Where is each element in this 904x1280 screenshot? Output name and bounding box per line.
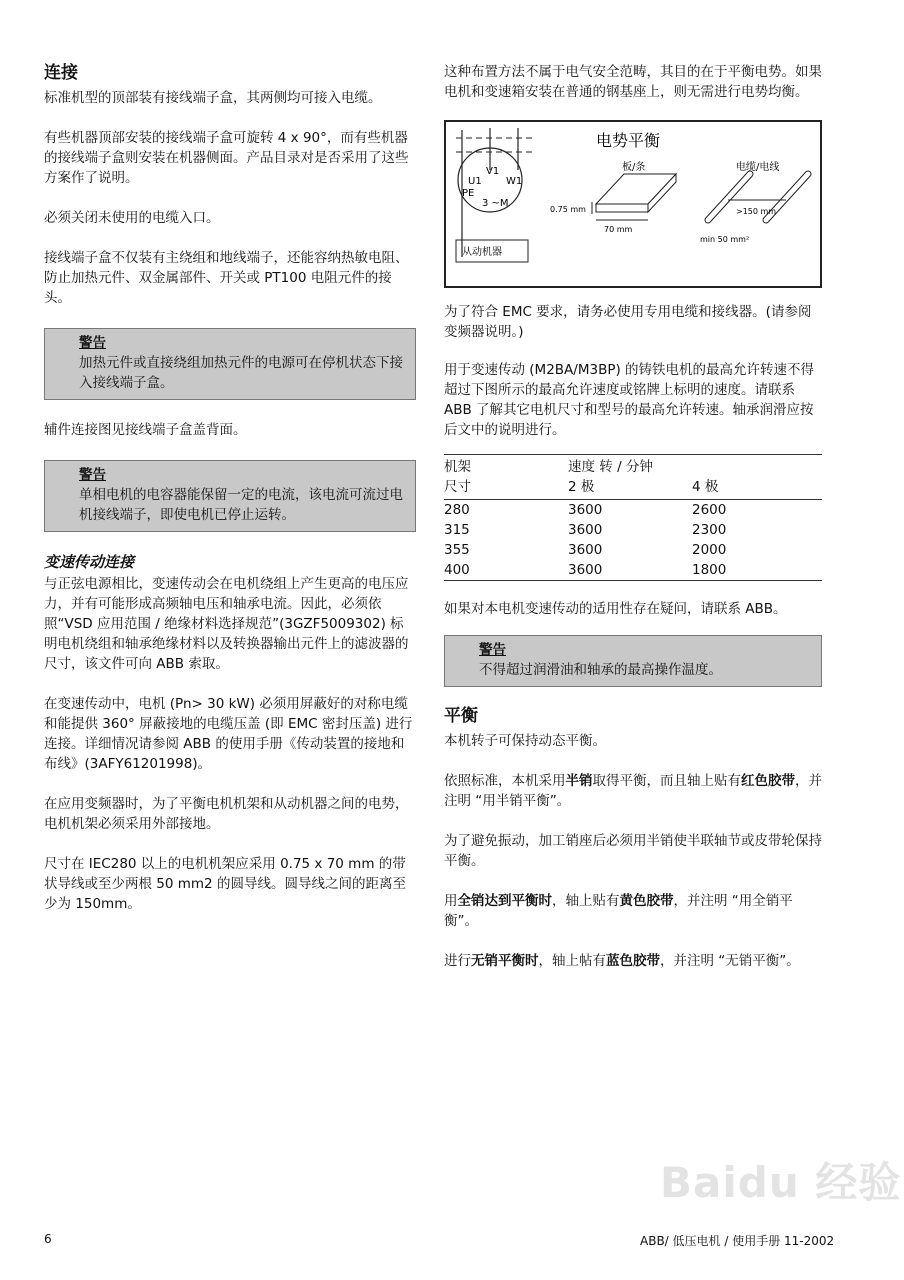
paragraph: 必须关闭未使用的电缆入口。 bbox=[44, 210, 220, 226]
watermark: Baidu 经验 bbox=[660, 1158, 902, 1207]
cell-frame: 400 bbox=[444, 562, 470, 578]
warning-text: 单相电机的电容器能保留一定的电流，该电流可流过电机接线端子，即使电机已停止运转。 bbox=[79, 487, 403, 523]
section-title-vsd: 变速传动连接 bbox=[44, 553, 135, 571]
paragraph: 为了避免振动，加工销座后必须用半销使半联轴节或皮带轮保持平衡。 bbox=[444, 833, 822, 869]
paragraph: 这种布置方法不属于电气安全范畴，其目的在于平衡电势。如果电机和变速箱安装在普通的钢基座上，则无需进行电势均衡。 bbox=[444, 64, 822, 100]
text-run: ，并注明 “用半销平衡”。 bbox=[444, 773, 822, 809]
table-row bbox=[444, 500, 822, 521]
header-2pole: 2 极 bbox=[568, 479, 595, 495]
label-3m: 3 ~M bbox=[482, 198, 509, 209]
text-run-bold: 半销 bbox=[565, 773, 593, 789]
paragraph: 在应用变频器时，为了平衡电机机架和从动机器之间的电势，电机机架必须采用外部接地。 bbox=[44, 796, 409, 832]
doc-title: ABB/ 低压电机 / 使用手册 11-2002 bbox=[640, 1234, 835, 1248]
text-run: 进行 bbox=[444, 953, 471, 969]
text-run-bold: 全销达到平衡时 bbox=[457, 893, 552, 909]
table-row bbox=[444, 540, 822, 560]
paragraph: 尺寸在 IEC280 以上的电机机架应采用 0.75 x 70 mm 的带状导线或至少两根 50 mm2 的圆导线。圆导线之间的距离至少为 150mm。 bbox=[44, 856, 406, 912]
warning-title: 警告 bbox=[79, 335, 106, 351]
cell-2pole: 3600 bbox=[568, 522, 603, 538]
text-run: ，并注明 “无销平衡”。 bbox=[660, 953, 800, 969]
diagram-svg bbox=[446, 122, 820, 282]
text-run-bold: 黄色胶带 bbox=[619, 893, 674, 909]
table-row bbox=[444, 520, 822, 540]
header-size: 尺寸 bbox=[444, 479, 471, 495]
table-row bbox=[444, 560, 822, 581]
label-pe: PE bbox=[462, 188, 475, 199]
paragraph: 标准机型的顶部装有接线端子盒，其两侧均可接入电缆。 bbox=[44, 90, 382, 106]
paragraph: 有些机器顶部安装的接线端子盒可旋转 4 x 90°，而有些机器的接线端子盒则安装在机器侧面。产品目录对是否采用了这些方案作了说明。 bbox=[44, 130, 409, 186]
cell-frame: 315 bbox=[444, 522, 470, 538]
text-run: 用 bbox=[444, 893, 458, 909]
page-number: 6 bbox=[44, 1232, 52, 1246]
paragraph: 本机转子可保持动态平衡。 bbox=[444, 733, 606, 749]
warning-title: 警告 bbox=[479, 642, 506, 658]
label-strip: 板/条 bbox=[622, 162, 646, 173]
cell-frame: 280 bbox=[444, 502, 470, 518]
paragraph: 接线端子盒不仅装有主绕组和地线端子，还能容纳热敏电阻、防止加热元件、双金属部件、开关或 PT100 电阻元件的接头。 bbox=[44, 250, 409, 306]
text-run-bold: 蓝色胶带 bbox=[606, 953, 660, 969]
section-title-balance: 平衡 bbox=[444, 706, 478, 726]
warning-box bbox=[44, 328, 416, 400]
section-title-connection: 连接 bbox=[44, 63, 78, 83]
equipotential-diagram bbox=[444, 120, 822, 288]
text-run: ，轴上帖有 bbox=[538, 953, 606, 969]
left-column bbox=[44, 62, 416, 934]
label-driven-machine: 从动机器 bbox=[462, 247, 502, 258]
label-v1: V1 bbox=[486, 166, 500, 177]
right-column bbox=[444, 62, 822, 991]
warning-box bbox=[444, 635, 822, 687]
paragraph: 用于变速传动 (M2BA/M3BP) 的铸铁电机的最高允许转速不得超过下图所示的最高允许速度或铭牌上标明的速度。请联系 ABB 了解其它电机尺寸和型号的最高允许转速。轴承润滑应按后文中的说明进行。 bbox=[444, 362, 815, 438]
header-frame: 机架 bbox=[444, 459, 471, 475]
label-width: 70 mm bbox=[604, 225, 633, 234]
text-run-bold: 无销平衡时 bbox=[471, 953, 539, 969]
warning-box bbox=[44, 460, 416, 532]
paragraph bbox=[444, 771, 822, 811]
paragraph: 如果对本电机变速传动的适用性存在疑问，请联系 ABB。 bbox=[444, 601, 787, 617]
label-u1: U1 bbox=[468, 176, 482, 187]
cell-4pole: 1800 bbox=[692, 562, 727, 578]
paragraph bbox=[444, 951, 822, 971]
text-run: 取得平衡，而且轴上贴有 bbox=[592, 773, 741, 789]
cell-frame: 355 bbox=[444, 542, 470, 558]
paragraph: 为了符合 EMC 要求，请务必使用专用电缆和接线器。(请参阅变频器说明。) bbox=[444, 304, 812, 340]
warning-text: 不得超过润滑油和轴承的最高操作温度。 bbox=[479, 662, 722, 678]
cell-4pole: 2300 bbox=[692, 522, 727, 538]
cell-2pole: 3600 bbox=[568, 542, 603, 558]
warning-title: 警告 bbox=[79, 467, 106, 483]
cell-2pole: 3600 bbox=[568, 562, 603, 578]
cell-4pole: 2000 bbox=[692, 542, 727, 558]
paragraph bbox=[444, 891, 822, 931]
diagram-title: 电势平衡 bbox=[596, 131, 661, 150]
paragraph: 与正弦电源相比，变速传动会在电机绕组上产生更高的电压应力，并有可能形成高频轴电压和轴承电流。因此，必须依照“VSD 应用范围 / 绝缘材料选择规范”(3GZF5009302) 标明电机绕组和轴承绝缘材料以及转换器输出元件上的滤波器的尺寸，该文件可向 ABB 索取。 bbox=[44, 576, 409, 672]
label-min-area: min 50 mm² bbox=[700, 235, 750, 244]
cell-2pole: 3600 bbox=[568, 502, 603, 518]
text-run: ，并注明 “用全销平衡”。 bbox=[444, 893, 793, 929]
paragraph: 在变速传动中，电机 (Pn> 30 kW) 必须用屏蔽好的对称电缆和能提供 360° 屏蔽接地的电缆压盖 (即 EMC 密封压盖) 进行连接。详细情况请参阅 ABB 的使用手册《传动装置的接地和布线》(3AFY61201998)。 bbox=[44, 696, 413, 772]
paragraph: 辅件连接图见接线端子盒盖背面。 bbox=[44, 422, 247, 438]
text-run: 依照标准，本机采用 bbox=[444, 773, 566, 789]
speed-table bbox=[444, 454, 822, 581]
label-cable: 电缆/电线 bbox=[736, 162, 780, 173]
cell-4pole: 2600 bbox=[692, 502, 727, 518]
label-w1: W1 bbox=[506, 176, 523, 187]
header-4pole: 4 极 bbox=[692, 479, 719, 495]
label-thickness: 0.75 mm bbox=[550, 205, 586, 214]
text-run-bold: 红色胶带 bbox=[741, 773, 795, 789]
header-speed: 速度 转 / 分钟 bbox=[568, 459, 653, 475]
text-run: ，轴上贴有 bbox=[552, 893, 620, 909]
warning-text: 加热元件或直接绕组加热元件的电源可在停机状态下接入接线端子盒。 bbox=[79, 355, 403, 391]
label-distance: >150 mm bbox=[736, 207, 777, 216]
